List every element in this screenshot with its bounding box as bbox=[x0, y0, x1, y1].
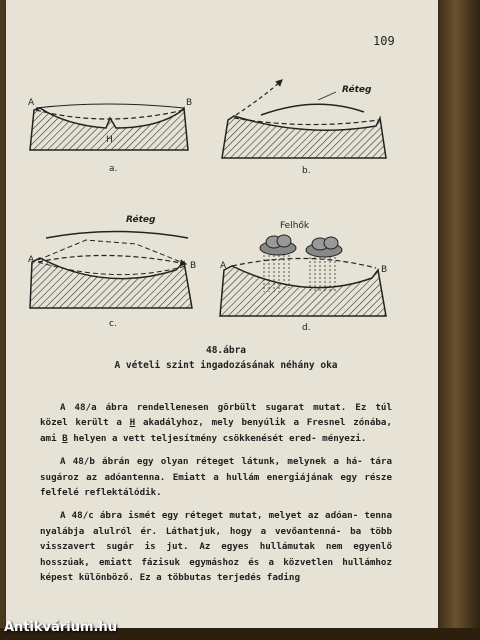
panel-a bbox=[28, 98, 192, 174]
panel-a-obstacle: H bbox=[106, 135, 113, 145]
body-text bbox=[40, 400, 392, 585]
page-number: 109 bbox=[373, 34, 395, 48]
panel-c-label: c. bbox=[109, 319, 117, 329]
panel-d-point-a: A bbox=[220, 261, 227, 271]
cloud-right bbox=[306, 237, 342, 292]
panel-b-label: b. bbox=[302, 166, 311, 176]
paragraph-1: A 48/a ábra rendellenesen görbült sugarat mutat. Ez túl közel került a H akadályhoz, mely benyúlik a Fresnel zónába, ami B helyen a vett teljesítmény csökkenését ered- ményezi. bbox=[40, 402, 392, 444]
panel-a-label: a. bbox=[109, 164, 118, 174]
panel-b-layer-label: Réteg bbox=[342, 85, 372, 95]
paragraph-3: A 48/c ábra ismét egy réteget mutat, melyet az adóan- tenna nyalábja alulról ér. Láthatjuk, hogy a vevőantenná- ba több visszavert sugár is jut. Az egyes hullámutak nem egyenlő hosszúak, emiatt fázisuk egymáshoz és a közvetlen hullámhoz képest különböző. Ez a többutas terjedés fading bbox=[40, 510, 392, 584]
panel-d-label: d. bbox=[302, 323, 311, 333]
panel-b bbox=[222, 80, 386, 176]
panel-d bbox=[220, 221, 387, 333]
watermark: Antikvárium.hu bbox=[4, 620, 117, 635]
book-page bbox=[6, 0, 438, 628]
figure-48 bbox=[6, 0, 438, 340]
panel-a-point-a: A bbox=[28, 98, 35, 108]
figure-caption-number: 48.ábra bbox=[205, 345, 247, 356]
paragraph-2: A 48/b ábrán egy olyan réteget látunk, melynek a há- tára sugároz az adóantenna. Emiatt a hullám energiájának egy része felfelé reflektálódik. bbox=[40, 456, 392, 499]
panel-a-point-b: B bbox=[186, 98, 193, 108]
panel-c-layer-label: Réteg bbox=[126, 215, 156, 225]
figure-caption-text: A vételi szint ingadozásának néhány oka bbox=[114, 360, 338, 371]
panel-d-clouds-label: Felhők bbox=[280, 221, 310, 231]
panel-c-point-a: A bbox=[28, 255, 35, 265]
panel-c-point-b: B bbox=[190, 261, 197, 271]
panel-c bbox=[28, 214, 196, 329]
book-spine bbox=[438, 0, 480, 640]
panel-d-point-b: B bbox=[381, 265, 388, 275]
